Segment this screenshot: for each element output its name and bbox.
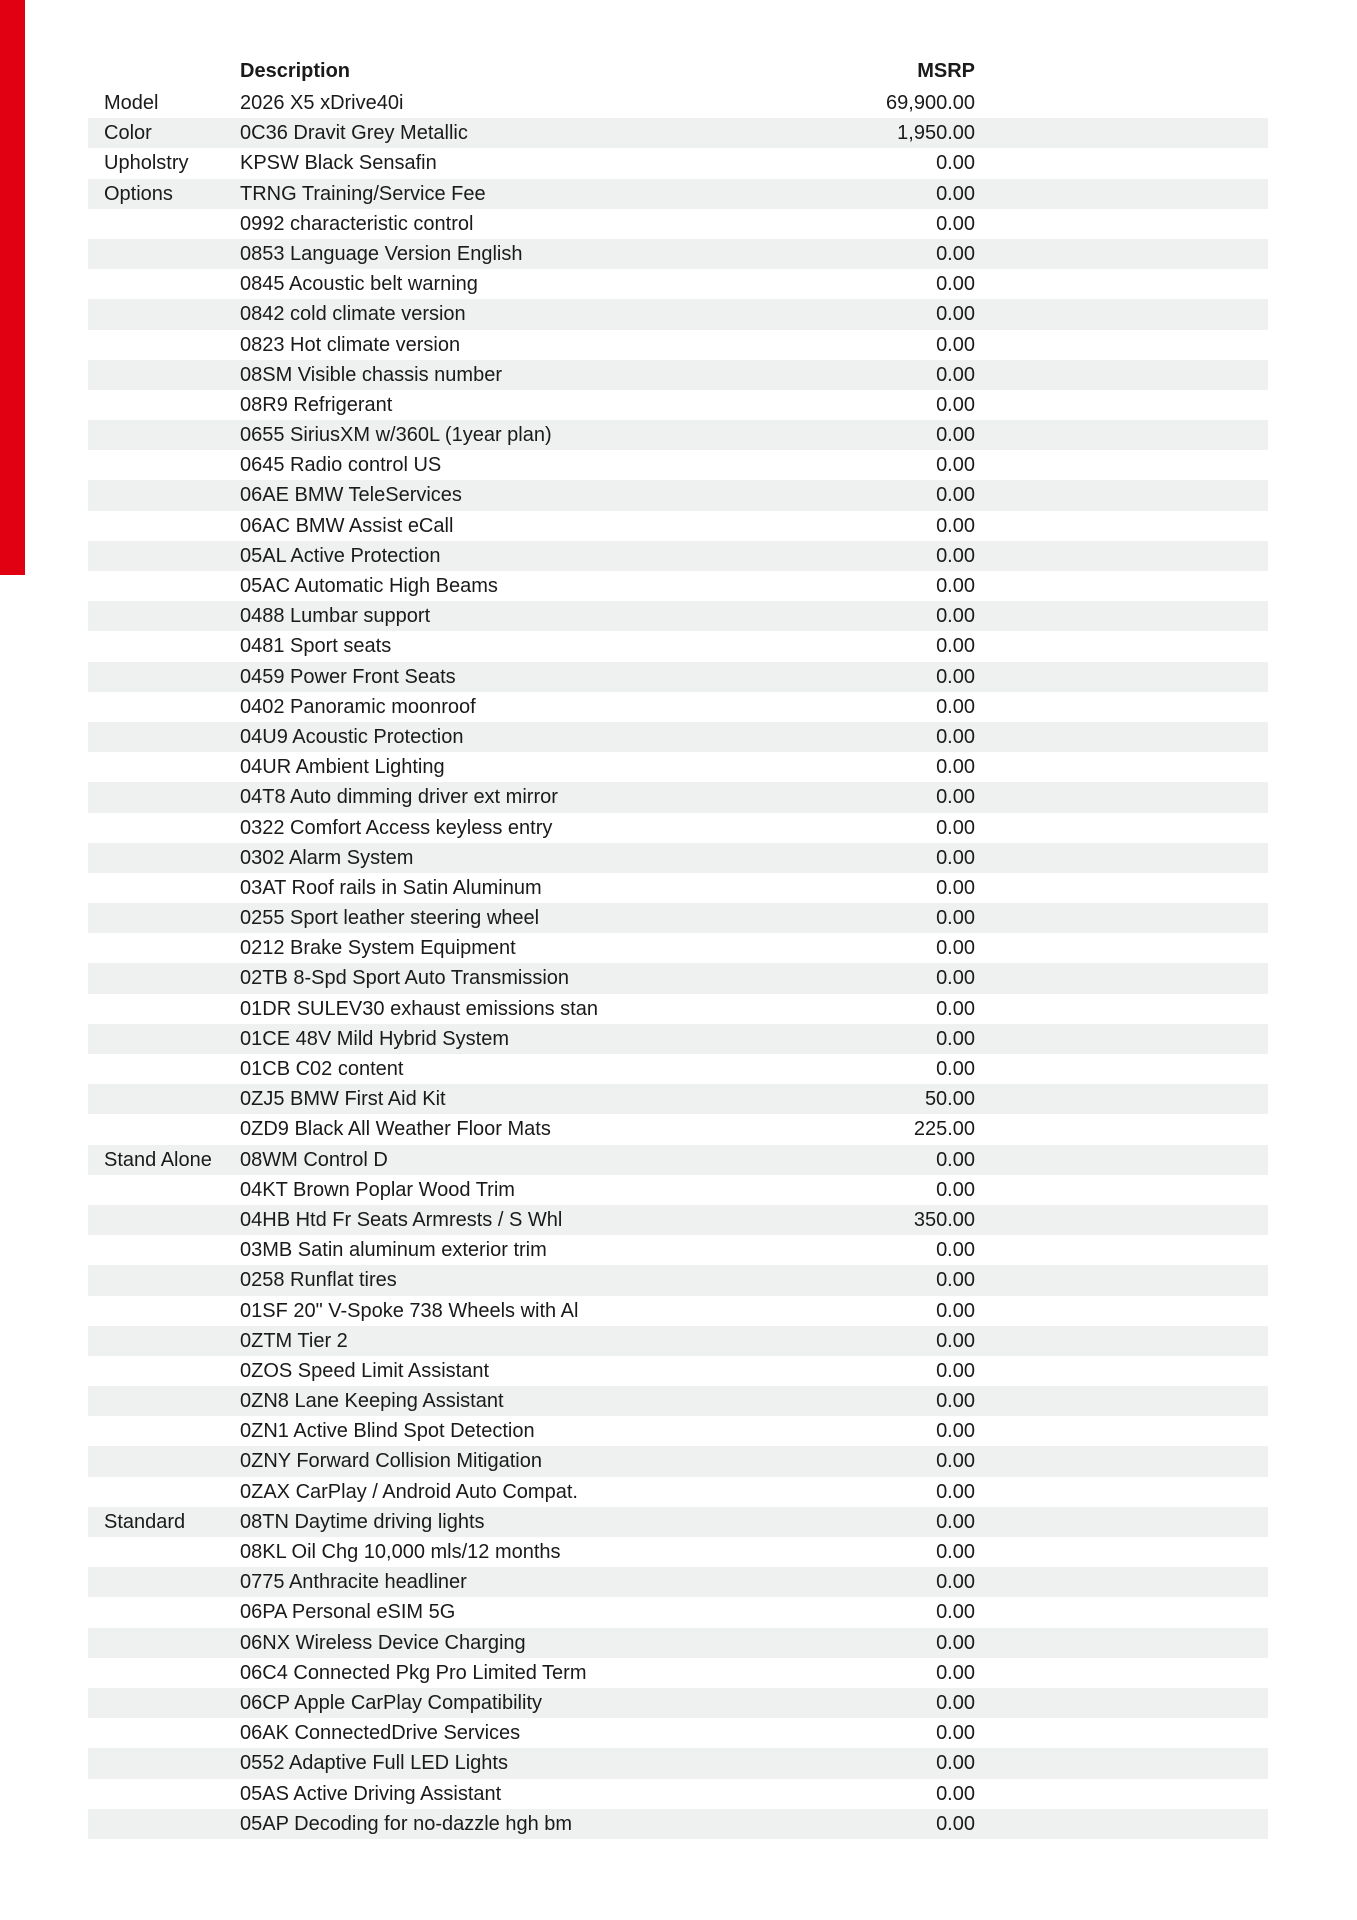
row-section-label: Options	[104, 182, 173, 205]
row-section-label	[88, 511, 240, 541]
table-row	[88, 1054, 1268, 1084]
row-description: 0488 Lumbar support	[240, 605, 431, 628]
row-description: 0ZTM Tier 2	[240, 1329, 348, 1352]
row-description: 08TN Daytime driving lights	[240, 1510, 485, 1533]
row-section-label	[88, 1446, 240, 1476]
row-msrp-value: 0.00	[936, 1541, 975, 1563]
row-msrp-value: 350.00	[913, 1208, 975, 1231]
row-msrp-value: 1,950.00	[897, 122, 975, 145]
row-description: 06AE BMW TeleServices	[240, 484, 462, 507]
table-row	[88, 692, 1268, 722]
row-msrp-value: 0.00	[936, 544, 975, 567]
header-spacer	[88, 55, 240, 88]
row-msrp-value: 0.00	[936, 1691, 975, 1714]
row-section-label	[88, 1537, 240, 1567]
row-msrp-value: 0.00	[936, 937, 975, 960]
row-description: 05AL Active Protection	[240, 544, 441, 567]
row-section-label	[88, 480, 240, 510]
table-row	[88, 269, 1268, 299]
table-row	[88, 1296, 1268, 1326]
row-description: 04UR Ambient Lighting	[240, 756, 445, 779]
row-msrp-value: 0.00	[936, 665, 975, 688]
row-description: 05AP Decoding for no-dazzle hgh bm	[240, 1812, 573, 1835]
row-description: 0ZN8 Lane Keeping Assistant	[240, 1390, 504, 1413]
table-row	[88, 299, 1268, 329]
row-description: 06CP Apple CarPlay Compatibility	[240, 1691, 543, 1714]
row-description: 0481 Sport seats	[240, 635, 392, 658]
row-section-label	[88, 239, 240, 269]
table-row	[88, 873, 1268, 903]
row-section-label	[88, 1175, 240, 1205]
row-description: 0ZAX CarPlay / Android Auto Compat.	[240, 1480, 578, 1503]
row-msrp-value: 0.00	[936, 1752, 975, 1775]
row-description: 0ZN1 Active Blind Spot Detection	[240, 1420, 535, 1443]
row-section-label	[88, 692, 240, 722]
row-description: 0ZOS Speed Limit Assistant	[240, 1359, 490, 1382]
row-description: 05AS Active Driving Assistant	[240, 1782, 502, 1805]
row-description: 0255 Sport leather steering wheel	[240, 907, 540, 930]
row-section-label	[88, 1205, 240, 1235]
row-description: 08WM Control D	[240, 1148, 388, 1171]
table-row	[88, 541, 1268, 571]
row-description: 04U9 Acoustic Protection	[240, 725, 464, 748]
row-description: 04KT Brown Poplar Wood Trim	[240, 1178, 515, 1201]
row-msrp-value: 0.00	[936, 1269, 975, 1292]
row-msrp-value: 0.00	[936, 1782, 975, 1805]
row-description: KPSW Black Sensafin	[240, 152, 437, 175]
row-description: 04T8 Auto dimming driver ext mirror	[240, 786, 558, 809]
row-description: 0302 Alarm System	[240, 846, 414, 869]
row-section-label	[88, 209, 240, 239]
row-msrp-value: 0.00	[936, 907, 975, 930]
row-msrp-value: 0.00	[936, 152, 975, 175]
row-section-label: Color	[104, 122, 152, 145]
row-section-label	[88, 601, 240, 631]
row-description: 03MB Satin aluminum exterior trim	[240, 1239, 547, 1262]
row-description: 04HB Htd Fr Seats Armrests / S Whl	[240, 1208, 563, 1231]
row-section-label	[88, 1386, 240, 1416]
table-row	[88, 813, 1268, 843]
row-section-label	[88, 360, 240, 390]
row-description: 06PA Personal eSIM 5G	[240, 1601, 456, 1624]
table-row	[88, 1688, 1268, 1718]
table-row	[88, 1718, 1268, 1748]
row-section-label	[88, 1567, 240, 1597]
description-column-header: Description	[240, 60, 351, 82]
row-description: 08SM Visible chassis number	[240, 363, 502, 386]
row-section-label	[88, 994, 240, 1024]
table-row	[88, 511, 1268, 541]
row-msrp-value: 0.00	[936, 1571, 975, 1594]
row-description: 0645 Radio control US	[240, 454, 442, 477]
row-section-label	[88, 662, 240, 692]
row-description: 0655 SiriusXM w/360L (1year plan)	[240, 424, 552, 447]
table-row	[88, 963, 1268, 993]
row-description: 03AT Roof rails in Satin Aluminum	[240, 876, 542, 899]
row-msrp-value: 0.00	[936, 1390, 975, 1413]
row-section-label	[88, 1477, 240, 1507]
row-section-label	[88, 420, 240, 450]
row-description: 0845 Acoustic belt warning	[240, 273, 478, 296]
row-msrp-value: 0.00	[936, 1722, 975, 1745]
table-row	[88, 179, 1268, 209]
row-msrp-value: 0.00	[936, 1058, 975, 1080]
table-row	[88, 1024, 1268, 1054]
table-row	[88, 209, 1268, 239]
row-description: 0ZJ5 BMW First Aid Kit	[240, 1088, 446, 1111]
row-section-label	[88, 1084, 240, 1114]
row-description: 0552 Adaptive Full LED Lights	[240, 1752, 508, 1775]
row-msrp-value: 0.00	[936, 846, 975, 869]
row-msrp-value: 0.00	[936, 997, 975, 1020]
row-msrp-value: 0.00	[936, 1299, 975, 1322]
row-description: 0C36 Dravit Grey Metallic	[240, 122, 468, 145]
row-section-label	[88, 1114, 240, 1144]
row-description: 06AK ConnectedDrive Services	[240, 1722, 521, 1745]
row-section-label	[88, 269, 240, 299]
row-section-label	[88, 1265, 240, 1295]
row-section-label	[88, 873, 240, 903]
table-row	[88, 88, 1268, 118]
row-section-label	[88, 1326, 240, 1356]
row-section-label	[88, 963, 240, 993]
row-description: 01DR SULEV30 exhaust emissions stan	[240, 997, 598, 1020]
row-section-label	[88, 903, 240, 933]
row-description: 0842 cold climate version	[240, 303, 466, 326]
row-description: TRNG Training/Service Fee	[240, 182, 486, 205]
table-row	[88, 933, 1268, 963]
table-row	[88, 1356, 1268, 1386]
table-row	[88, 1446, 1268, 1476]
row-section-label	[88, 450, 240, 480]
row-description: 0775 Anthracite headliner	[240, 1571, 467, 1594]
row-description: 0402 Panoramic moonroof	[240, 695, 476, 718]
row-section-label	[88, 1024, 240, 1054]
table-row	[88, 1597, 1268, 1627]
row-description: 0ZNY Forward Collision Mitigation	[240, 1450, 542, 1473]
row-msrp-value: 0.00	[936, 1420, 975, 1443]
table-row	[88, 1175, 1268, 1205]
row-section-label	[88, 1658, 240, 1688]
table-row	[88, 782, 1268, 812]
row-description: 06NX Wireless Device Charging	[240, 1631, 526, 1654]
table-row	[88, 843, 1268, 873]
table-row	[88, 1386, 1268, 1416]
row-msrp-value: 0.00	[936, 1631, 975, 1654]
row-section-label: Model	[104, 92, 159, 114]
row-description: 08KL Oil Chg 10,000 mls/12 months	[240, 1541, 561, 1563]
row-msrp-value: 0.00	[936, 1450, 975, 1473]
msrp-column-header: MSRP	[917, 60, 975, 82]
table-row	[88, 571, 1268, 601]
table-row	[88, 1779, 1268, 1809]
table-row	[88, 1567, 1268, 1597]
table-row	[88, 1628, 1268, 1658]
row-msrp-value: 0.00	[936, 695, 975, 718]
table-row	[88, 1416, 1268, 1446]
row-msrp-value: 0.00	[936, 303, 975, 326]
row-description: 0ZD9 Black All Weather Floor Mats	[240, 1118, 551, 1141]
row-section-label	[88, 813, 240, 843]
row-section-label	[88, 1628, 240, 1658]
row-description: 05AC Automatic High Beams	[240, 575, 498, 597]
row-msrp-value: 0.00	[936, 424, 975, 447]
row-msrp-value: 0.00	[936, 182, 975, 205]
row-section-label	[88, 1356, 240, 1386]
row-section-label	[88, 1809, 240, 1839]
table-row	[88, 1084, 1268, 1114]
row-msrp-value: 0.00	[936, 605, 975, 628]
table-row	[88, 722, 1268, 752]
row-description: 06AC BMW Assist eCall	[240, 514, 454, 537]
table-row	[88, 601, 1268, 631]
row-msrp-value: 0.00	[936, 1812, 975, 1835]
table-body	[88, 88, 1268, 1839]
row-section-label: Stand Alone	[104, 1148, 212, 1171]
row-msrp-value: 0.00	[936, 1359, 975, 1382]
row-msrp-value: 0.00	[936, 363, 975, 386]
row-section-label	[88, 1779, 240, 1809]
row-msrp-value: 0.00	[936, 1178, 975, 1201]
table-row	[88, 118, 1268, 148]
row-section-label	[88, 1296, 240, 1326]
row-msrp-value: 0.00	[936, 575, 975, 597]
table-row	[88, 360, 1268, 390]
table-row	[88, 1235, 1268, 1265]
row-msrp-value: 0.00	[936, 1329, 975, 1352]
row-msrp-value: 0.00	[936, 1027, 975, 1050]
row-section-label	[88, 933, 240, 963]
table-row	[88, 239, 1268, 269]
row-msrp-value: 0.00	[936, 454, 975, 477]
row-section-label	[88, 1718, 240, 1748]
row-section-label: Upholstry	[104, 152, 189, 175]
table-row	[88, 1507, 1268, 1537]
table-row	[88, 1114, 1268, 1144]
table-row	[88, 1748, 1268, 1778]
row-description: 01CB C02 content	[240, 1058, 404, 1080]
table-row	[88, 1658, 1268, 1688]
row-description: 0853 Language Version English	[240, 242, 523, 265]
table-row	[88, 390, 1268, 420]
row-msrp-value: 0.00	[936, 1480, 975, 1503]
row-section-label	[88, 843, 240, 873]
row-msrp-value: 0.00	[936, 816, 975, 839]
row-section-label	[88, 390, 240, 420]
table-row	[88, 1265, 1268, 1295]
table-row	[88, 148, 1268, 178]
table-row	[88, 662, 1268, 692]
row-msrp-value: 0.00	[936, 635, 975, 658]
row-msrp-value: 0.00	[936, 484, 975, 507]
table-row	[88, 450, 1268, 480]
table-row	[88, 1477, 1268, 1507]
table-row	[88, 480, 1268, 510]
row-description: 01SF 20" V-Spoke 738 Wheels with Al	[240, 1299, 579, 1322]
row-msrp-value: 0.00	[936, 273, 975, 296]
row-msrp-value: 0.00	[936, 756, 975, 779]
red-accent-bar	[0, 0, 25, 575]
row-msrp-value: 0.00	[936, 212, 975, 235]
table-header-row	[88, 55, 1268, 88]
row-msrp-value: 0.00	[936, 1148, 975, 1171]
row-msrp-value: 0.00	[936, 242, 975, 265]
row-description: 01CE 48V Mild Hybrid System	[240, 1027, 509, 1050]
row-description: 06C4 Connected Pkg Pro Limited Term	[240, 1661, 587, 1684]
row-msrp-value: 0.00	[936, 1239, 975, 1262]
row-section-label	[88, 1054, 240, 1084]
row-description: 0992 characteristic control	[240, 212, 474, 235]
row-msrp-value: 50.00	[924, 1088, 975, 1111]
table-row	[88, 1809, 1268, 1839]
row-section-label	[88, 1748, 240, 1778]
row-msrp-value: 0.00	[936, 1601, 975, 1624]
row-section-label	[88, 1416, 240, 1446]
row-description: 0212 Brake System Equipment	[240, 937, 516, 960]
row-description: 0823 Hot climate version	[240, 333, 461, 356]
row-msrp-value: 0.00	[936, 514, 975, 537]
row-section-label	[88, 782, 240, 812]
table-row	[88, 1205, 1268, 1235]
row-section-label	[88, 541, 240, 571]
options-price-table	[88, 55, 1268, 1839]
row-msrp-value: 69,900.00	[886, 92, 975, 114]
row-section-label	[88, 1597, 240, 1627]
row-section-label	[88, 752, 240, 782]
row-section-label	[88, 1235, 240, 1265]
table-row	[88, 1145, 1268, 1175]
row-msrp-value: 225.00	[913, 1118, 975, 1141]
row-section-label: Standard	[104, 1510, 186, 1533]
row-msrp-value: 0.00	[936, 1510, 975, 1533]
row-msrp-value: 0.00	[936, 876, 975, 899]
row-section-label	[88, 722, 240, 752]
row-section-label	[88, 631, 240, 661]
row-description: 2026 X5 xDrive40i	[240, 92, 404, 114]
row-msrp-value: 0.00	[936, 1661, 975, 1684]
table-row	[88, 752, 1268, 782]
row-section-label	[88, 330, 240, 360]
table-row	[88, 631, 1268, 661]
row-msrp-value: 0.00	[936, 725, 975, 748]
row-description: 02TB 8-Spd Sport Auto Transmission	[240, 967, 570, 990]
row-description: 0322 Comfort Access keyless entry	[240, 816, 553, 839]
row-description: 0258 Runflat tires	[240, 1269, 397, 1292]
table-row	[88, 994, 1268, 1024]
row-description: 08R9 Refrigerant	[240, 393, 393, 416]
row-section-label	[88, 299, 240, 329]
row-description: 0459 Power Front Seats	[240, 665, 456, 688]
row-section-label	[88, 1688, 240, 1718]
table-row	[88, 1326, 1268, 1356]
table-row	[88, 330, 1268, 360]
table-row	[88, 903, 1268, 933]
row-section-label	[88, 571, 240, 601]
table-row	[88, 420, 1268, 450]
row-msrp-value: 0.00	[936, 786, 975, 809]
row-msrp-value: 0.00	[936, 393, 975, 416]
row-msrp-value: 0.00	[936, 967, 975, 990]
table-row	[88, 1537, 1268, 1567]
row-msrp-value: 0.00	[936, 333, 975, 356]
